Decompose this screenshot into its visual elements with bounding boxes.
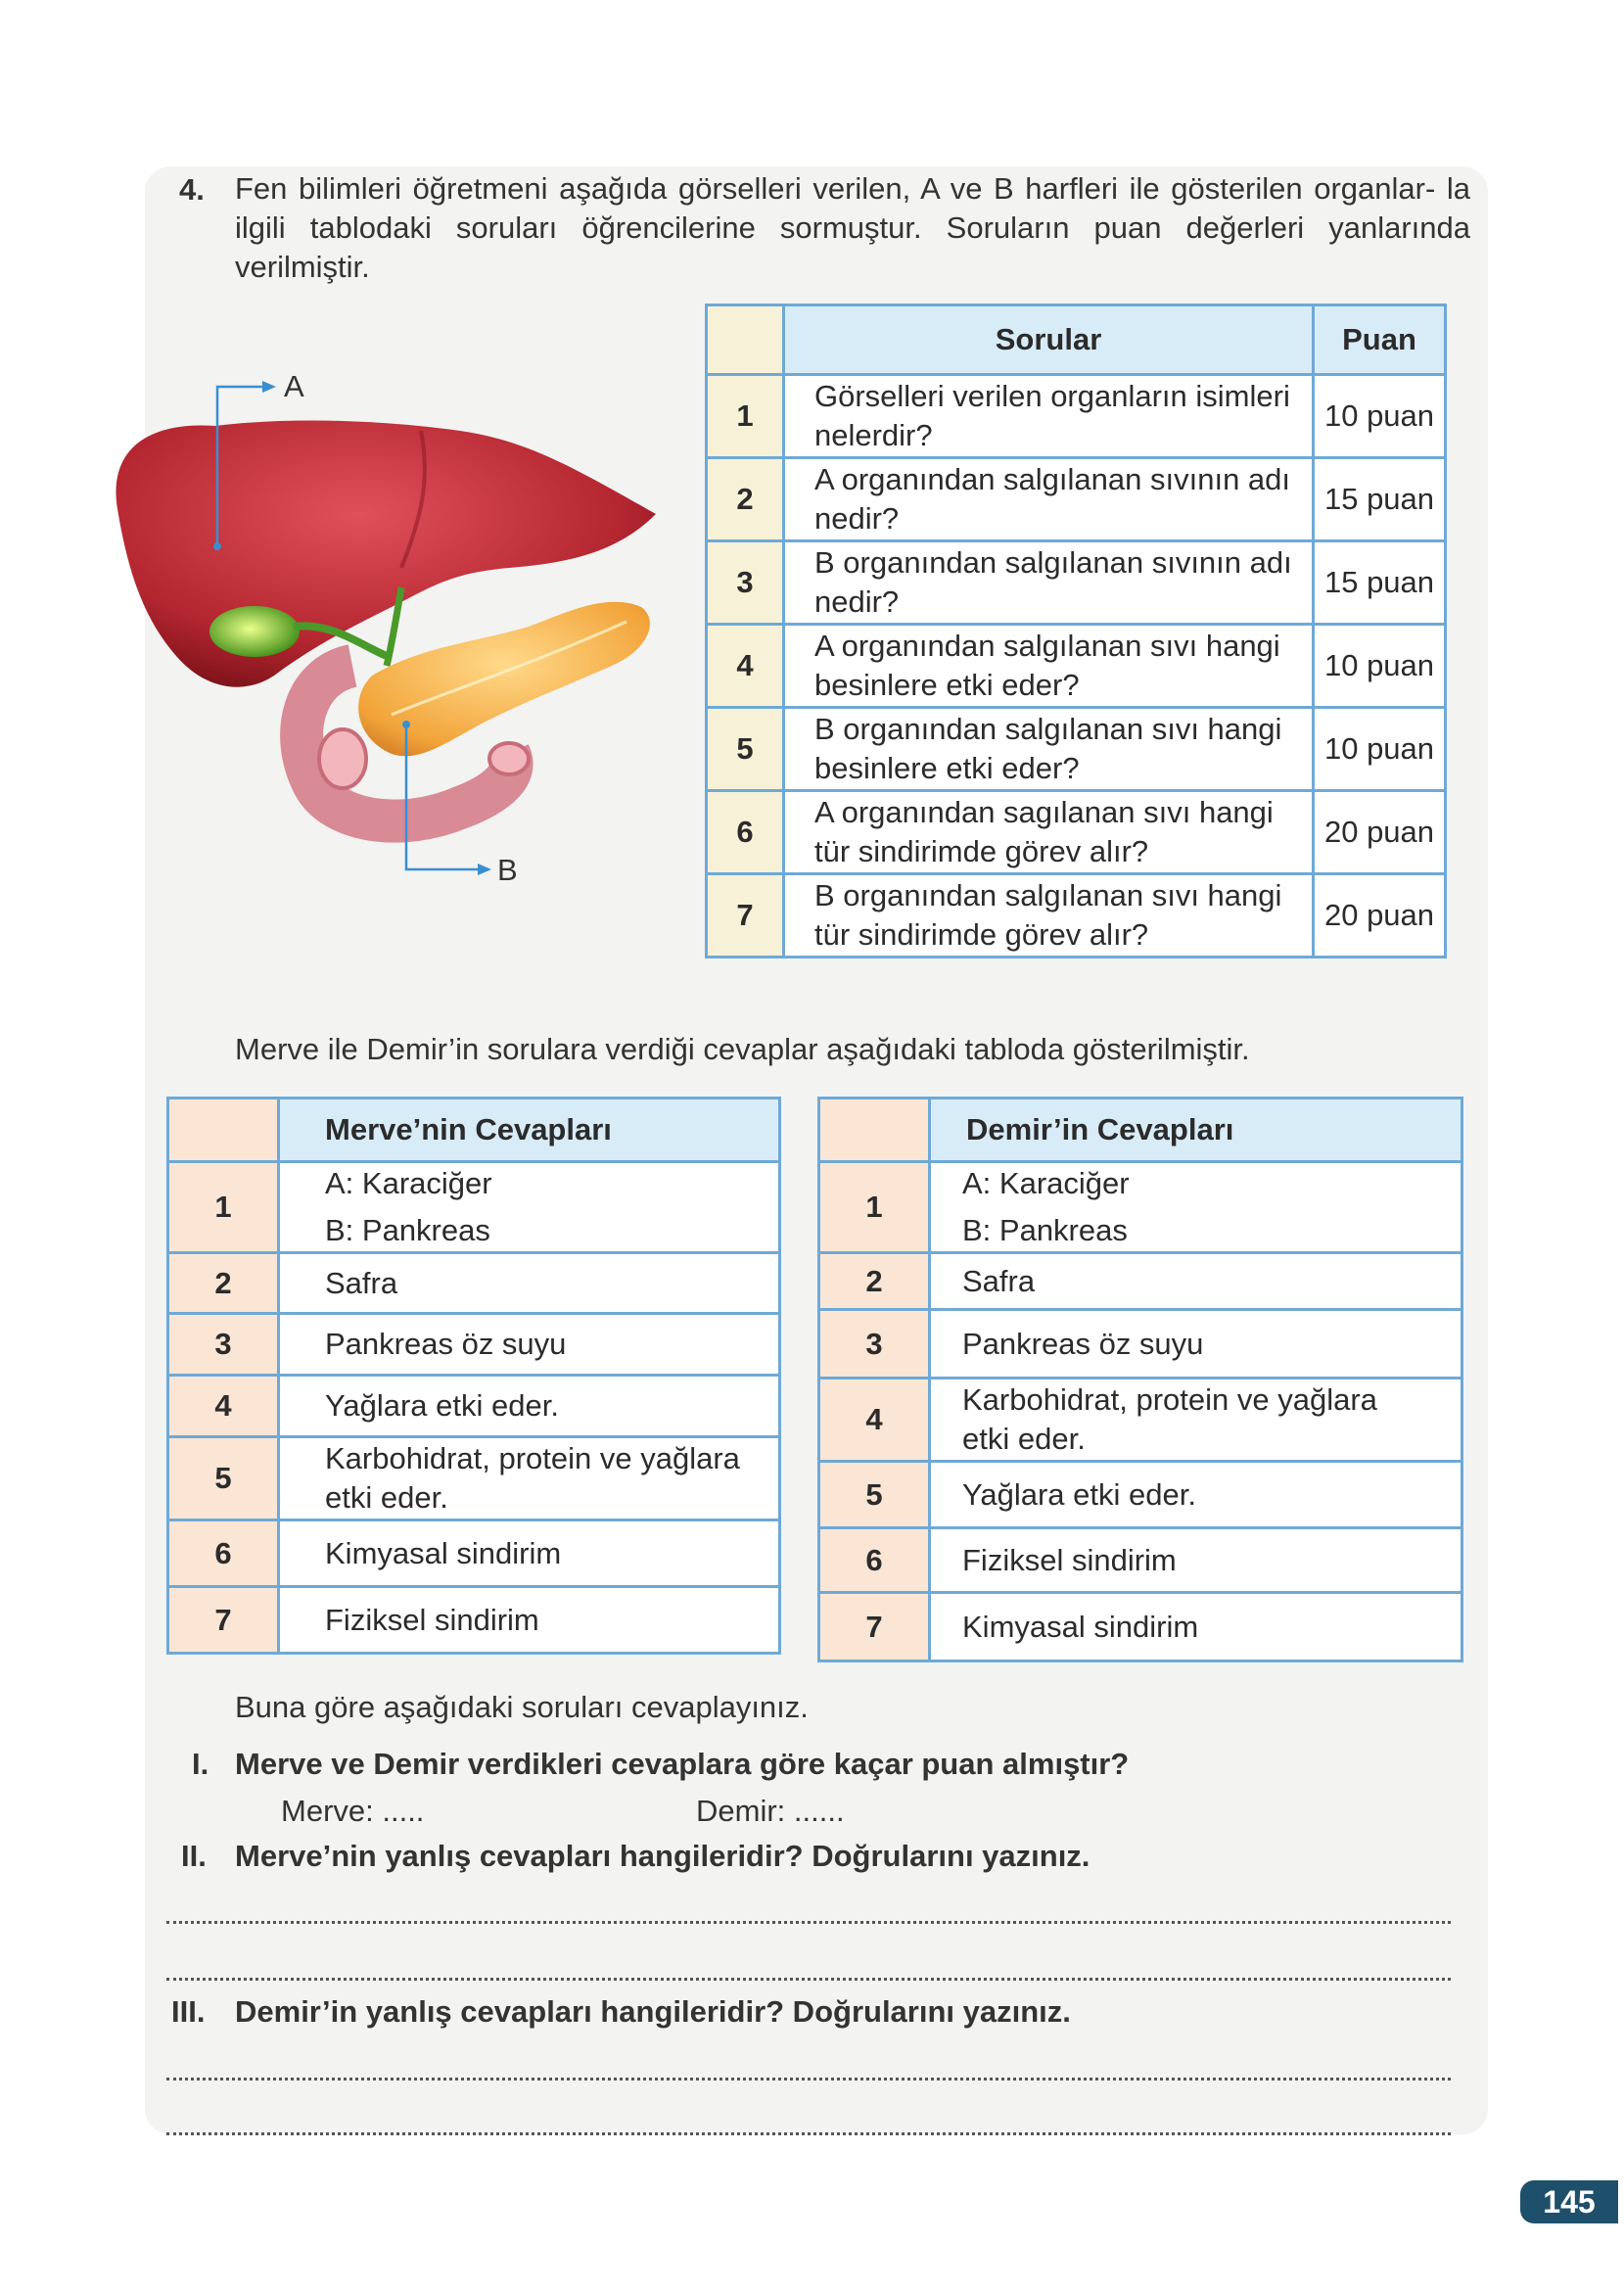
- merve-answers-table: [166, 1097, 781, 1655]
- answer-cell: [279, 1437, 780, 1520]
- question-text: Görselleri verilen organların isimleri nelerdir?: [784, 375, 1314, 458]
- gallbladder-shape: [209, 606, 300, 657]
- question-points: 20 puan: [1314, 874, 1446, 958]
- page-number: 145: [1520, 2180, 1618, 2223]
- label-a: A: [284, 369, 304, 403]
- row-number: 2: [707, 458, 784, 541]
- row-number: 3: [819, 1310, 930, 1379]
- row-number: 1: [168, 1162, 279, 1253]
- row-number: 7: [707, 874, 784, 958]
- table-row: [168, 1253, 780, 1314]
- answer-line-blank[interactable]: [166, 1978, 1451, 1981]
- row-number: 5: [819, 1462, 930, 1528]
- answer-cell: Fiziksel sindirim: [930, 1528, 1462, 1593]
- row-number: 4: [168, 1376, 279, 1437]
- liver-pancreas-illustration: [108, 362, 675, 911]
- row-number: 1: [707, 375, 784, 458]
- row-number: 5: [168, 1437, 279, 1520]
- table-row: [168, 1162, 780, 1253]
- table-row: [168, 1437, 780, 1520]
- merve-header: Merve’nin Cevapları: [279, 1099, 780, 1162]
- answer-cell: Safra: [279, 1253, 780, 1314]
- answer-cell: Safra: [930, 1253, 1462, 1310]
- answer-cell: Pankreas öz suyu: [279, 1314, 780, 1376]
- header-num-cell: [168, 1099, 279, 1162]
- header-points: Puan: [1314, 305, 1446, 375]
- answers-intro: Merve ile Demir’in sorulara verdiği cevaplar aşağıdaki tabloda gösterilmiştir.: [235, 1032, 1250, 1066]
- row-number: 1: [819, 1162, 930, 1253]
- question-points: 15 puan: [1314, 458, 1446, 541]
- table-row: [707, 791, 1446, 874]
- question-points: 10 puan: [1314, 625, 1446, 708]
- answer-cell: Pankreas öz suyu: [930, 1310, 1462, 1379]
- task-2-number: II.: [181, 1839, 207, 1873]
- row-number: 4: [819, 1379, 930, 1462]
- table-row: [819, 1593, 1462, 1661]
- table-row: [707, 541, 1446, 625]
- answer-line: Karbohidrat, protein ve yağlara: [962, 1382, 1377, 1417]
- task-2-text: Merve’nin yanlış cevapları hangileridir? Doğrularını yazınız.: [235, 1839, 1090, 1873]
- table-row: [819, 1162, 1462, 1253]
- question-text: A organından salgılanan sıvının adı nedir?: [784, 458, 1314, 541]
- pancreas-shape: [358, 602, 650, 757]
- tasks-lead: Buna göre aşağıdaki soruları cevaplayınız.: [235, 1690, 809, 1724]
- answer-line: etki eder.: [962, 1422, 1086, 1456]
- table-row: [819, 1310, 1462, 1379]
- questions-table: [705, 304, 1447, 958]
- answer-cell: [279, 1162, 780, 1253]
- merve-table-header: [168, 1099, 780, 1162]
- table-row: [168, 1314, 780, 1376]
- answer-cell: Yağlara etki eder.: [930, 1462, 1462, 1528]
- demir-header: Demir’in Cevapları: [930, 1099, 1462, 1162]
- table-row: [168, 1376, 780, 1437]
- task-3-text: Demir’in yanlış cevapları hangileridir? Doğrularını yazınız.: [235, 1994, 1071, 2029]
- table-row: [819, 1462, 1462, 1528]
- question-text: B organından salgılanan sıvının adı nedir?: [784, 541, 1314, 625]
- answer-cell: Kimyasal sindirim: [279, 1520, 780, 1587]
- answer-cell: [930, 1379, 1462, 1462]
- answer-line-blank[interactable]: [166, 2132, 1451, 2135]
- answer-line: A: Karaciğer: [325, 1166, 492, 1200]
- row-number: 6: [168, 1520, 279, 1587]
- answer-line: Karbohidrat, protein ve yağlara: [325, 1441, 740, 1475]
- question-points: 20 puan: [1314, 791, 1446, 874]
- table-row: [819, 1253, 1462, 1310]
- table-row: [819, 1528, 1462, 1593]
- question-points: 10 puan: [1314, 375, 1446, 458]
- answer-line: B: Pankreas: [325, 1213, 490, 1247]
- row-number: 7: [819, 1593, 930, 1661]
- question-number: 4.: [179, 172, 205, 207]
- question-text: B organından salgılanan sıvı hangi tür sindirimde görev alır?: [784, 874, 1314, 958]
- row-number: 6: [819, 1528, 930, 1593]
- question-intro: Fen bilimleri öğretmeni aşağıda görselleri verilen, A ve B harfleri ile gösterilen organlar- la ilgili tablodaki soruları öğrencilerine sormuştur. Soruların puan değerleri yanlarında verilmiştir.: [235, 171, 1470, 284]
- table-row: [707, 874, 1446, 958]
- demir-table-header: [819, 1099, 1462, 1162]
- label-b: B: [497, 853, 518, 887]
- question-points: 10 puan: [1314, 708, 1446, 791]
- merve-score-blank[interactable]: Merve: .....: [281, 1794, 425, 1828]
- header-num-cell: [707, 305, 784, 375]
- question-text: A organından salgılanan sıvı hangi besinlere etki eder?: [784, 625, 1314, 708]
- table-row: [707, 625, 1446, 708]
- questions-table-header: [707, 305, 1446, 375]
- table-row: [168, 1520, 780, 1587]
- row-number: 3: [707, 541, 784, 625]
- answer-cell: Fiziksel sindirim: [279, 1587, 780, 1654]
- table-row: [819, 1379, 1462, 1462]
- row-number: 6: [707, 791, 784, 874]
- table-row: [707, 708, 1446, 791]
- answer-line: B: Pankreas: [962, 1213, 1128, 1247]
- demir-answers-table: [817, 1097, 1463, 1662]
- question-text: A organından sagılanan sıvı hangi tür sindirimde görev alır?: [784, 791, 1314, 874]
- answer-line-blank[interactable]: [166, 1921, 1451, 1924]
- table-row: [168, 1587, 780, 1654]
- question-points: 15 puan: [1314, 541, 1446, 625]
- table-row: [707, 458, 1446, 541]
- answer-line-blank[interactable]: [166, 2078, 1451, 2081]
- answer-cell: Yağlara etki eder.: [279, 1376, 780, 1437]
- row-number: 7: [168, 1587, 279, 1654]
- row-number: 3: [168, 1314, 279, 1376]
- header-num-cell: [819, 1099, 930, 1162]
- answer-cell: [930, 1162, 1462, 1253]
- table-row: [707, 375, 1446, 458]
- demir-score-blank[interactable]: Demir: ......: [696, 1794, 845, 1828]
- answer-cell: Kimyasal sindirim: [930, 1593, 1462, 1661]
- row-number: 4: [707, 625, 784, 708]
- answer-line: etki eder.: [325, 1480, 448, 1515]
- row-number: 2: [168, 1253, 279, 1314]
- row-number: 2: [819, 1253, 930, 1310]
- answer-line: A: Karaciğer: [962, 1166, 1130, 1200]
- task-1-text: Merve ve Demir verdikleri cevaplara göre kaçar puan almıştır?: [235, 1747, 1130, 1781]
- question-text: B organından salgılanan sıvı hangi besinlere etki eder?: [784, 708, 1314, 791]
- row-number: 5: [707, 708, 784, 791]
- header-questions: Sorular: [784, 305, 1314, 375]
- task-1-number: I.: [192, 1747, 209, 1781]
- task-3-number: III.: [171, 1994, 206, 2029]
